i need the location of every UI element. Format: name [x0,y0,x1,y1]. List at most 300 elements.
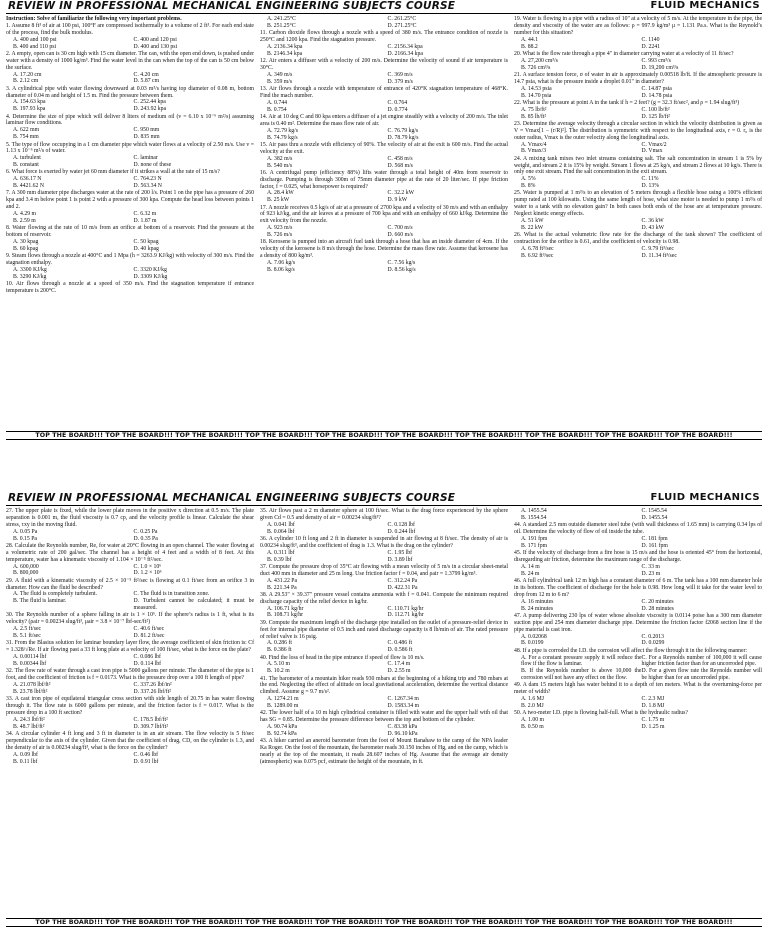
answer-choice: A. 2136.34 kpa [267,43,303,50]
answer-choices [6,239,254,253]
answer-choice: D. 1455.54 [641,514,668,521]
answer-choice: D. 243.92 kpa [133,106,167,113]
question-stem: 28. Calculate the Reynolds number, Re, for water at 20°C flowing in an open channel. The water flowing at a volumetric rate of 200 gal/sec. The channel has a height of 4 feet and a width of 8 feet. At this temperature, water has a kinematic viscosity of 1.104 × 10⁻⁵ ft²/sec. [6,542,254,563]
answer-choice: A. 72.79 kg/s [267,127,298,134]
answer-choice: D. 337.26 lbf/ft² [133,689,171,696]
question-item [260,620,508,655]
answer-choice: B. 25 kW [267,197,290,204]
answer-choice: A. 0.09 lbf [13,751,38,758]
answer-choice: C. 458 m/s [387,155,413,162]
answer-choice: D. none of these [133,162,172,169]
answer-choices [6,529,254,543]
answer-choice: D. 271.25°C [387,22,417,29]
answer-choice: D. 40 kpag [133,245,159,252]
question-stem: 12. Air enters a diffuser with a velocity of 200 m/s. Determine the velocity of sound if air temperature is 30°C. [260,58,508,71]
question-stem: 50. A two-meter I.D. pipe is flowing half-full. What is the hydraulic radius? [514,710,688,717]
question-item [260,114,508,142]
answer-choices [6,591,254,612]
question-item [260,142,508,170]
answer-choice: B. 171 fpm [521,542,548,549]
answer-choice: B. 48.7 lbf/ft² [13,723,45,730]
answer-choice: C. 0.46 lbf [133,751,159,758]
answer-choice: B. 800,000 [13,570,39,577]
answer-choice: A. 17.20 cm [13,71,42,78]
answer-choice: B. 726 cm³/s [521,64,551,71]
answer-choice: A. 5% [521,176,536,183]
answer-choice: A. 0.02068 [521,633,547,640]
answer-choice: D. 3309 KJ/kg [133,273,168,280]
answer-choice: B. 726 m/s [267,232,293,239]
answer-choice: D. 400 and 130 psi [133,43,178,50]
answer-choice: B. 8.06 kg/s [267,267,295,273]
answer-choice: D. 23 m [641,570,661,577]
answer-choices [260,190,508,204]
question-stem: 17. A nozzle receives 0.5 kg/s of air at a pressure of 2700 kpa and a velocity of 30 m/s and with an enthalpy of 923 kJ/kg, and the air leaves at a pressure of 700 kpa and with an enthalpy of 660 kJ/kg. Determine the exit velocity from the nozzle. [260,204,508,225]
answer-choice: C. 950 mm [133,127,160,134]
answer-choices [514,536,762,550]
page-2 [0,474,768,932]
answer-choice: A. 44.1 [521,36,539,43]
answer-choices [6,626,254,640]
answer-choice: A. 5.10 m [267,661,290,668]
question-stem: 39. Compute the maximum length of the discharge pipe installed on the outlet of a pressure-relief device in feet for internal pipe diameter of 0.5 inch and rated discharge capacity is 8 lb/min of air. The rated pressure of relief valve is 16 psig. [260,619,508,640]
course-title: REVIEW IN PROFESSIONAL MECHANICAL ENGINEERING SUBJECTS COURSE [8,492,456,504]
answer-choice: C. 1.0 × 10⁶ [133,563,162,570]
question-stem: 13. Air flows through a nozzle with temperature of entrance of 420°K stagnation temperature of 468°K. Find the mach number. [260,85,508,99]
question-item [260,16,508,30]
answer-choice: A. 75 lb/ft² [521,106,547,113]
answer-choices [260,640,508,654]
answer-choices [514,58,762,72]
answer-choice: C. laminar [133,155,158,162]
question-stem: 41. The barometer of a mountain hiker reads 930 mbars at the beginning of a hiking trip and 780 mbars at the end. Neglecting the effect of altitude on local gravitational acceleration, determine the vertical distance climbed. Assume g = 9.7 m/s². [260,675,508,696]
answer-choice: C. 1.75 m [641,717,665,724]
answer-choice: A. 14.53 psia [521,85,552,92]
question-item [260,676,508,711]
answer-choice: D. 2241 [641,43,661,50]
question-stem: 6. What force is exerted by water jet 60 mm diameter if it strikes a wall at the rate of 15 m/s? [6,169,220,176]
answer-choice: C. 40.6 ft/sec [133,626,165,633]
answer-choice: A. 3300 KJ/kg [13,267,47,273]
answer-choices [260,661,508,675]
answer-choice: C. 2156.34 kpa [387,43,423,50]
answer-choice: B. 88.2 [521,43,538,50]
question-item [514,51,762,72]
answer-choice: B. 74.79 kg/s [267,134,298,141]
answer-choice: C. 700 m/s [387,225,413,232]
question-stem: 35. Air flows past a 2 m diameter sphere at 100 ft/sec. What is the drag force experienced by the sphere given Cd = 0.5 and density of air = 0.00234 slug/ft³? [260,508,508,521]
answer-choice: A. 21.078 lbf/ft² [13,682,51,689]
answer-choice: C. 50 kpag [133,239,159,246]
answer-choice: A. 51 kW [521,218,544,225]
answer-choice: B. 221.34 Pa [267,584,297,591]
answer-choices [6,717,254,731]
answer-choice: A. 2.5 ft/sec [13,626,42,633]
question-item [260,508,508,536]
answer-choice: C. 400 and 120 psi [133,36,177,43]
answer-choice: C. 764.23 N [133,176,162,183]
answer-choice: A. 14 m [521,563,540,570]
question-item [514,156,762,191]
answer-choice: D. 28 minutes [641,605,674,612]
question-item [514,710,762,731]
answer-choice: C. 7.56 kg/s [387,260,416,267]
answer-choice: B. 108.71 kg/hr [267,612,304,619]
answer-choice: B. 1289.00 m [267,703,299,710]
answer-choice: C. 0.128 lbf [387,521,415,528]
answer-choice: A. 431.22 Pa [267,577,298,584]
answer-choice: B. 2.59 m [13,218,36,225]
answer-choices [514,717,762,731]
answer-choice: D. 161 fpm [641,542,668,549]
answer-choice: D. 112.71 kg/hr [387,612,424,619]
question-stem: 2. A empty, open can is 30 cm high with 15 cm diameter. The can, with the open end down, is pushed under water with a density of 1000 kg/m³. Find the water level in the can when the top of the can is 50 cm below the surface. [6,50,254,71]
answer-choice: B. 8% [521,183,536,190]
question-stem: 22. What is the pressure at point A in the tank if h = 2 feet? (g = 32.3 ft/sec², and ρ = 1.94 slug/ft³) [514,99,740,106]
answer-choices [514,142,762,156]
answer-choice: B. 14.70 psia [521,92,552,99]
answer-choice: C. 1.95 lbf [387,549,413,556]
question-item [260,86,508,114]
question-item [514,648,762,683]
answer-choice: D. For a given flow rate the Reynolds number will be higher than for an uncorroded pipe. [641,668,762,682]
answer-choices [260,696,508,710]
question-item [6,543,254,578]
question-item [6,612,254,640]
question-stem: 7. A 300 mm diameter pipe discharges water at the rate of 200 l/s. Point 1 on the pipe has a pressure of 260 kpa and 3.4 m below point 1 is point 2 with a pressure of 300 kpa. Compute the head loss between points 1 and 2. [6,190,254,211]
answer-choice: B. 24 minutes [521,605,554,612]
answer-choice: B. 0.0199 [521,640,544,647]
answer-choice: A. 7.06 kg/s [267,260,296,267]
answer-choice: C. 1545.54 [641,508,667,514]
answer-choice: C. The fluid is in transition zone. [133,591,210,598]
answer-choice: B. 400 and 110 psi [13,43,57,50]
question-stem: 31. From the Blasius solution for laminar boundary layer flow, the average coefficient of skin friction is: Cf = 1.328/√Re. If air flowing past a 33 ft long plate at a velocity of 100 ft/sec, what is the force on the plate? [6,640,254,654]
answer-choice: B. 0.754 [267,106,287,113]
answer-choice: C. 32.2 kW [387,190,415,197]
answer-choice: A. 0.05 Pa [13,528,38,535]
answer-choices [260,156,508,170]
answer-choice: A. 30 kpag [13,239,39,246]
answer-choices [6,72,254,86]
question-item [6,114,254,142]
answer-choice: D. 81.2 ft/sec [133,633,165,640]
answer-choice: C. 1267.34 m [387,696,419,703]
answer-choice: D. 3.89 lbf [387,556,413,563]
answer-choices [6,99,254,113]
answer-choice: A. 923 m/s [267,225,293,232]
question-stem: 33. A cast iron pipe of equilateral triangular cross section with side length of 20.75 in has water flowing through it. The flow rate is 6000 gallons per minute, and the friction factor is f = 0.017. What is the pressure drop in a 100 ft section? [6,696,254,717]
answer-choice: B. 0.15 Pa [13,535,37,542]
question-item [514,522,762,550]
page-footer: TOP THE BOARD!!! TOP THE BOARD!!! TOP THE BOARD!!! TOP THE BOARD!!! TOP THE BOARD!!! TOP THE BOARD!!! TOP THE BOARD!!! TOP THE BOARD!!! TOP THE BOARD!!! TOP THE BOARD!!! [6,431,762,440]
answer-choice: B. 0.39 lbf [267,556,292,563]
course-title: REVIEW IN PROFESSIONAL MECHANICAL ENGINEERING SUBJECTS COURSE [8,0,456,12]
question-stem: 5. The type of flow occupying in a 1 cm diameter pipe which water flows at a velocity of 2.50 m/s. Use v = 1.13 x 10⁻⁶ m²/s of water. [6,141,254,155]
answer-choices [260,44,508,58]
answer-choice: A. 0.286 ft [267,640,292,647]
answer-choices [260,724,508,738]
question-item [6,731,254,766]
question-stem: 23. Determine the average velocity through a circular section in which the velocity distribution is given as V = Vmax[1 − (r/R)²]. The distribution is symmetric with respect to the longitudinal axis, r = 0. r₀ is the outer radius, Vmax is the outer velocity along the longitudinal axis. [514,120,762,141]
answer-choice: D. 78.79 kg/s [387,134,419,141]
answer-choices [6,564,254,578]
column-3 [514,16,762,295]
answer-choice: A. Vmax/4 [521,141,547,148]
answer-choices [260,578,508,592]
answer-choice: B. 197.93 kpa [13,106,46,113]
answer-choices [6,267,254,281]
question-stem: 48. If a pipe is corroded the I.D. the corrosion will affect the flow through it in the following manner: [514,647,748,654]
question-item [6,253,254,281]
answer-choice: B. 3290 KJ/kg [13,273,47,280]
question-stem: 20. What is the flow rate through a pipe 4" in diameter carrying water at a velocity of 11 ft/sec? [514,50,734,57]
answer-choice: C. 1140 [641,36,660,43]
answer-choice: C. 181 fpm [641,535,668,542]
question-stem: 46. A full cylindrical tank 12 m high has a constant diameter of 6 m. The tank has a 100 mm diameter hole in its bottom. The coefficient of discharge for the hole is 0.98. How long will it take for the water level to drop from 12 m to 6 m? [514,577,762,598]
question-item [260,30,508,58]
answer-choice: C. 17.4 m [387,661,411,668]
answer-choices [514,218,762,232]
answer-choice: D. 563.34 N [133,183,162,190]
answer-choice: A. 1274.21 m [267,696,299,703]
answer-choice: D. 1583.34 m [387,703,420,710]
question-stem: 1. Assume 8 ft³ of air at 100 psi, 100°F are compressed isothermally to a volume of 2 ft³. For each end state of the process, find the bulk modulus. [6,22,254,36]
answer-choice: D. 1.25 m [641,724,665,731]
answer-choice: C. 20 minutes [641,598,674,605]
question-stem: 24. A mixing tank mixes two inlet streams containing salt. The salt concentration in stream 1 is 5% by weight, and stream 2 it is 15% by weight. Stream 1 flows at 25 kg/s, and stream 2 flows at 10 kg/s. There is only one exit stream. Find the salt concentration in the exit stream. [514,155,762,176]
question-stem: 15. Air pass thru a nozzle with efficiency of 90%. The velocity of air at the exit is 600 m/s. Find the actual velocity at the exit. [260,141,508,155]
question-item [514,613,762,648]
answer-choice: D. 96.10 kPa [387,731,418,738]
answer-choice: C. 0.086 lbf [133,654,161,661]
answer-choice: B. 22 kW [521,224,544,231]
answer-choice: D. Turbulent cannot be calculated; it must be measured. [133,598,254,612]
question-item [514,190,762,231]
column-2 [260,508,508,766]
answer-choice: D. 835 mm [133,134,160,141]
answer-choice: A. 1455.54 [521,508,547,514]
question-item [260,536,508,564]
answer-choice: A. 0.00114 lbf [13,654,47,661]
answer-choice: B. 540 m/s [267,162,293,169]
answer-choice: D. 8.56 kg/s [387,267,416,273]
answer-choice: B. 2.12 cm [13,78,39,85]
answer-choice: C. 312.24 Pa [387,577,418,584]
answer-choice: D. 0.91 lbf [133,758,159,765]
answer-choice: C. 6.32 m [133,211,157,218]
answer-choice: A. 400 and 100 psi [13,36,57,43]
answer-choice: A. 27,200 cm³/s [521,57,558,64]
answer-choice: D. Vmax [641,148,663,155]
question-stem: 45. If the velocity of discharge from a fire hose is 15 m/s and the hose is oriented 45° from the horizontal, disregarding air friction, determine the maximum range of the discharge. [514,550,762,563]
question-item [6,508,254,543]
answer-choice: C. 2.3 MJ [641,696,665,703]
answer-choice: D. 1.8 MJ [641,703,665,710]
answer-choices [6,211,254,225]
question-stem: 3. A cylindrical pipe with water flowing downward at 0.03 m³/s having top diameter of 0.08 m, bottom diameter of 0.04 m and height of 1.5 m. Find the pressure between them. [6,85,254,99]
answer-choice: D. 2166.34 kpa [387,50,423,57]
answer-choice: A. 106.71 kg/hr [267,605,304,612]
answer-choice: C. 4.20 cm [133,71,159,78]
question-item [6,640,254,668]
answer-choice: B. 0.386 ft [267,647,292,654]
answer-choice: A. 0.041 lbf [267,521,295,528]
subject-title: FLUID MECHANICS [650,0,760,11]
question-item [260,592,508,620]
question-stem: 9. Steam flows through a nozzle at 400°C and 1 Mpa (h = 3263.9 KJ/kg) with velocity of 300 m/s. Find the stagnation enthalpy. [6,253,254,267]
question-item [260,655,508,676]
answer-choice: C. Vmax/2 [641,141,667,148]
answer-choice: C. 0.25 Pa [133,528,158,535]
question-stem: 32. The flow rate of water through a cast iron pipe is 5000 gallons per minute. The diameter of the pipe is 1 foot, and the coefficient of friction is f = 0.0173. What is the pressure drop over a 100 ft length of pipe? [6,668,254,682]
answer-choice: A. 90.74 kPa [267,724,298,731]
question-item [6,578,254,613]
answer-choice: B. 5.1 ft/sec [13,633,41,640]
answer-choice: C. 369 m/s [387,71,413,78]
answer-choice: C. 0.2013 [641,633,665,640]
answer-choices [514,564,762,578]
answer-choices [514,86,762,100]
answer-choice: C. 252.44 kpa [133,99,166,106]
question-item [260,738,508,766]
question-stem: 36. A cylinder 10 ft long and 2 ft in diameter is suspended in air flowing at 8 ft/sec. The density of air is 0.00234 slug/ft³, and the coefficient of drag is 1.3. What is the drag on the cylinder? [260,535,508,549]
question-stem: 37. Compute the pressure drop of 35°C air flowing with a mean velocity of 5 m/s in a circular sheet-metal duct 400 mm in diameter and 25 m long. Use friction factor f = 0.04, and ρair = 1.3799 kg/m³. [260,563,508,577]
question-item [6,668,254,696]
answer-choice: C. 11% [641,176,659,183]
answer-choice: A. 1.6 MJ [521,696,545,703]
answer-choice: A. The fluid is completely turbulent. [13,591,98,598]
answer-choice: D. 0.114 lbf [133,661,162,668]
answer-choice: D. 14.78 psia [641,92,673,99]
answer-choices [6,752,254,766]
question-item [260,564,508,592]
answer-choice: B. Vmax/3 [521,148,547,155]
question-item [514,578,762,613]
answer-choice: A. 0.744 [267,99,287,106]
answer-choice: A. 24.3 lbf/ft² [13,716,45,723]
question-stem: 34. A circular cylinder 4 ft long and 3 ft in diameter is in an air stream. The flow velocity is 5 ft/sec perpendicular to the axis of the cylinder. Given that the coefficient of drag, CD, on the cylinder is 1.3, and the density of air is 0.00234 slug/ft³, what is the force on the cylinder? [6,731,254,751]
answer-choice: B. 0.00344 lbf [13,661,47,668]
answer-choices [260,522,508,536]
question-stem: 27. The upper plate is fixed, while the lower plate moves in the positive x direction at 0.5 m/s. The plate separation is 0.001 m, the fluid viscosity is 0.7 cp, and the velocity profile is linear. Calculate the shear stress, τxy in the moving fluid. [6,508,254,528]
question-item [6,86,254,114]
answer-choice: D. 5.87 cm [133,78,160,85]
question-stem: 4. Determine the size of pipe which will deliver 8 liters of medium oil (v = 6.10 x 10⁻⁶ m²/s) assuming laminar flow conditions. [6,113,254,127]
answer-choice: B. 92.74 kPa [267,731,297,738]
question-item [6,51,254,86]
answer-choice: D. 43 kW [641,224,665,231]
answer-choice: C. 14.87 psia [641,85,672,92]
answer-choice: B. 359 m/s [267,78,293,85]
answer-choices [260,72,508,86]
question-stem: 49. A dam 15 meters high has water behind it to a depth of ten meters. What is the overturning-force per meter of width? [514,682,762,696]
answer-choice: D. 0.0299 [641,640,665,647]
answer-choice: D. 1.2 × 10⁶ [133,570,162,577]
question-stem: 11. Carbon dioxide flows through a nozzle with a speed of 380 m/s. The entrance condition of nozzle is 250°C and 1200 kpa. Find the stagnation pressure. [260,30,508,44]
answer-choice: A. 622 mm [13,127,40,134]
question-item [514,508,762,522]
answer-choices [6,654,254,668]
page-1 [0,0,768,450]
question-stem: 42. The lower half of a 10 m high cylindrical container is filled with water and the upper half with oil that has SG = 0.85. Determine the pressure difference between the top and bottom of the cylinder. [260,710,508,724]
answer-choices [514,246,762,260]
question-stem: 44. A standard 2.5 mm outside diameter steel tube (with wall thickness of 1.65 mm) is carrying 0.34 lps of oil. Determine the velocity of flow of oil inside the tube. [514,522,762,536]
answer-choice: D. 19,200 cm³/s [641,64,679,71]
answer-choices [514,107,762,121]
answer-choice: B. 2146.34 kpa [267,50,303,57]
answer-choice: B. 0.11 lbf [13,758,38,765]
answer-choice: D. 0.244 lbf [387,528,416,535]
answer-choice: A. 241.25°C [267,16,296,22]
answer-choice: B. 24 m [521,570,540,577]
column-3 [514,508,762,766]
answer-choice: A. 636.17 N [13,176,42,183]
question-item [260,58,508,86]
question-stem: 40. Find the loss of head in the pipe entrance if speed of flow is 10 m/s. [260,654,425,661]
answer-choice: B. 6.92 ft³/sec [521,252,554,259]
answer-choice: C. 261.25°C [387,16,417,22]
answer-choices [6,682,254,696]
answer-choice: A. For a constant pressure supply it will reduce the flow if the flow is laminar. [521,654,642,668]
answer-choice: C. 0.764 [387,99,408,106]
question-stem: 38. A 29.53" × 39.37" pressure vessel contains ammonia with f = 0.041. Compute the minimum required discharge capacity of the relief device in kg/hr. [260,591,508,605]
answer-choices [6,155,254,169]
page-header [6,492,762,506]
answer-choices [260,260,508,274]
answer-choices [260,128,508,142]
answer-choice: D. 309.7 lbf/ft² [133,723,169,730]
answer-choice: B. 0.064 lbf [267,528,295,535]
answer-choice: C. 3320 KJ/kg [133,267,167,273]
answer-choice: D. 0.586 ft [387,647,413,654]
question-stem: 25. Water is pumped at 1 m³/s to an elevation of 5 meters through a flexible hose using a 100% efficient pump rated at 100 kilowatts. Using the same length of hose, what size motor is needed to pump 1 m³/s of water to a tank with no elevation gain? In both cases both ends of the hose are at temperature pressure. Neglect kinetic energy effects. [514,190,762,218]
answer-choice: C. 9.79 ft³/sec [641,245,674,252]
answer-choice: A. 191 fpm [521,535,548,542]
answer-choice: D. 422.31 Pa [387,584,418,591]
question-stem: 16. A centrifugal pump (efficiency 88%) lifts water through a total height of 40m from reservoir to discharge. Pumping is through 300m of 75mm diameter pipe at the rate of 20 liter/sec. If pipe friction factor, f = 0.025, what horsepower is required? [260,169,508,190]
answer-choice: C. 33 m [641,563,660,570]
question-item [514,100,762,121]
answer-choice: B. constant [13,162,39,169]
answer-choice: B. 23.78 lbf/ft² [13,689,48,696]
question-stem: 43. A hiker carried an aneroid barometer from the foot of Mount Banahaw to the camp of the NPA leader Ka Roger. On the foot of the mountain, the barometer reads 30.150 inches of Hg, and on the camp, which is nearly at the top of the mountain, it reads 28.607 inches of Hg. Assume that the average air density (atmospheric) was 0.075 pcf, estimate the height of the mountain, in ft. [260,738,508,765]
answer-choice: D. 125 lb/ft² [641,113,670,120]
answer-choices [260,225,508,239]
answer-choices [260,100,508,114]
question-stem: 8. Water flowing at the rate of 10 m/s from an orifice at bottom of a reservoir. Find the pressure at the bottom of reservoir. [6,225,254,239]
question-item [514,682,762,710]
answer-choice: B. 2.0 MJ [521,703,544,710]
answer-choice: C. 110.71 kg/hr [387,605,424,612]
question-item [514,121,762,156]
question-item [514,16,762,51]
answer-choice: A. 28.4 kW [267,190,294,197]
answer-choices [514,599,762,613]
answer-choice: C. 993 cm³/s [641,57,671,64]
question-stem: 10. Air flows through a nozzle at a speed of 350 m/s. Find the stagnation temperature if entrance temperature is 200°C. [6,281,254,295]
answer-choice: B. 0.50 m [521,724,544,731]
answer-choice: D. 568 m/s [387,162,413,169]
answer-choices [514,696,762,710]
answer-choices [514,37,762,51]
question-item [6,696,254,731]
answer-choice: B. 251.25°C [267,22,296,29]
answer-choice: B. 60 kpag [13,245,39,252]
answer-choice: A. turbulent [13,155,41,162]
question-item [514,550,762,578]
answer-choice: D. 660 m/s [387,232,413,239]
